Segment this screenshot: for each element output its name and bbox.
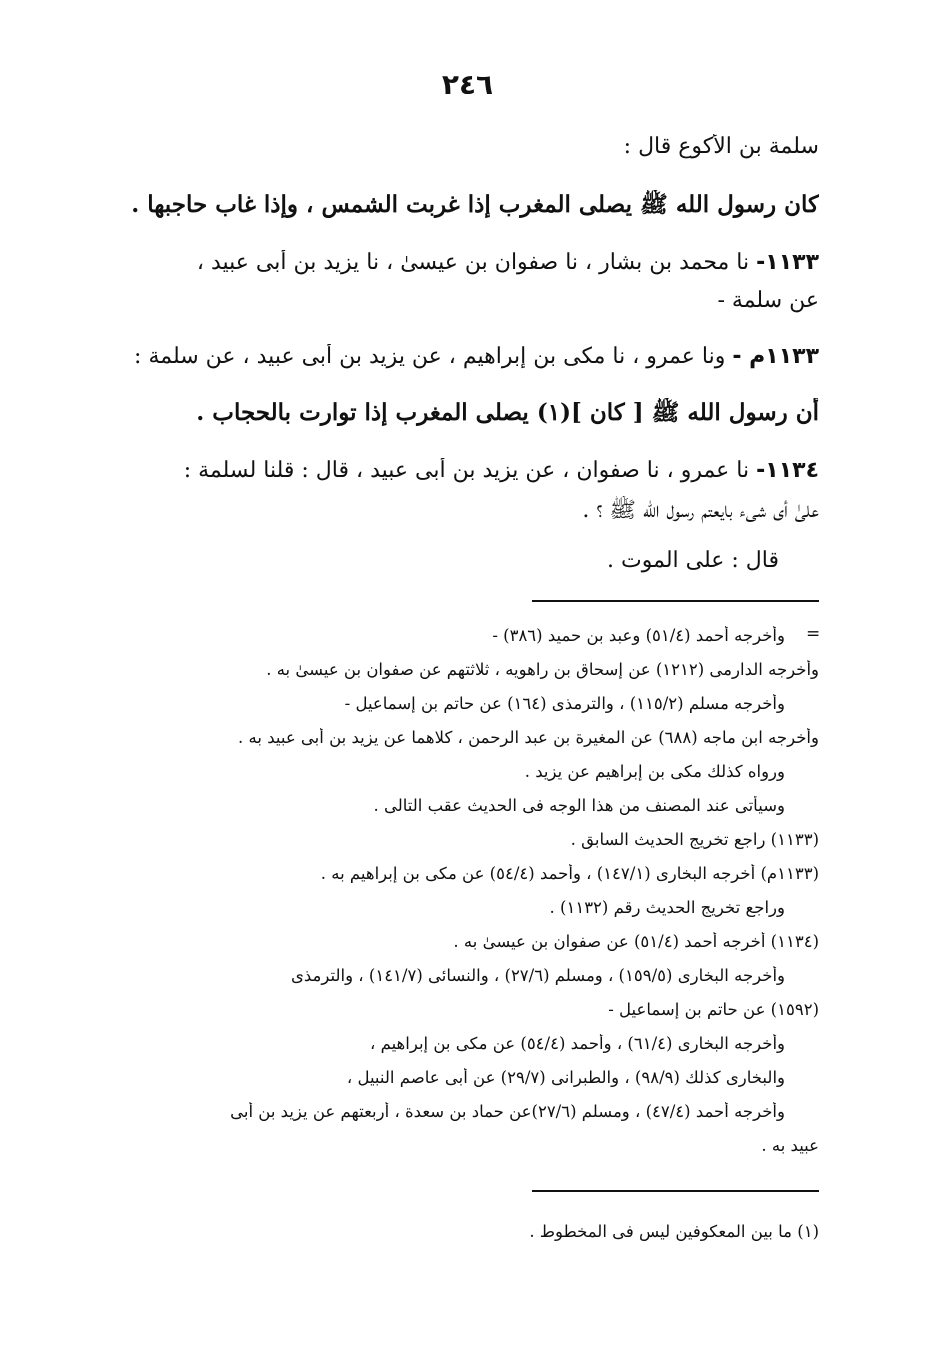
footnote-divider bbox=[532, 600, 819, 602]
footnote-line: (١١٣٣م) أخرجه البخارى (١٤٧/١) ، وأحمد (٥٤/٤) عن مكى بن إبراهيم به . bbox=[320, 864, 819, 883]
footnote-line: وأخرجه البخارى (١٥٩/٥) ، ومسلم (٢٧/٦) ، والنسائى (١٤١/٧) ، والترمذى bbox=[290, 966, 785, 985]
hadith-isnad bbox=[77, 250, 819, 275]
footnote-line: والبخارى كذلك (٩٨/٩) ، والطبرانى (٢٩/٧) عن أبى عاصم النبيل ، bbox=[346, 1068, 785, 1087]
footnote-line: (١٥٩٢) عن حاتم بن إسماعيل - bbox=[608, 1000, 819, 1019]
continuation-mark: = bbox=[806, 624, 821, 644]
editor-note: (١) ما بين المعكوفين ليس فى المخطوط . bbox=[529, 1222, 819, 1241]
isnad-text: ونا عمرو ، نا مكى بن إبراهيم ، عن يزيد بن أبى عبيد ، عن سلمة : bbox=[134, 344, 726, 369]
footnote-line: (١١٣٣) راجع تخريج الحديث السابق . bbox=[570, 830, 819, 849]
hadith-isnad bbox=[77, 458, 819, 483]
body-line: قال : على الموت . bbox=[607, 548, 779, 573]
page-number: ٢٤٦ bbox=[441, 68, 494, 101]
footnote-line: وراجع تخريج الحديث رقم (١١٣٢) . bbox=[549, 898, 785, 917]
footnote-line: عبيد به . bbox=[761, 1136, 819, 1155]
hadith-number: ١١٣٣م - bbox=[732, 344, 819, 369]
note-divider bbox=[532, 1190, 819, 1192]
hadith-number: ١١٣٤- bbox=[756, 458, 819, 483]
isnad-text: نا عمرو ، نا صفوان ، عن يزيد بن أبى عبيد ، قال : قلنا لسلمة : bbox=[183, 458, 750, 483]
hadith-text: كان رسول الله ﷺ يصلى المغرب إذا غربت الشمس ، وإذا غاب حاجبها . bbox=[131, 191, 819, 218]
footnote-line: وأخرجه مسلم (١١٥/٢) ، والترمذى (١٦٤) عن حاتم بن إسماعيل - bbox=[344, 694, 785, 713]
footnote-line: وأخرجه الدارمى (١٢١٢) عن إسحاق بن راهويه ، ثلاثتهم عن صفوان بن عيسىٰ به . bbox=[266, 660, 819, 679]
footnote-line: وسيأتى عند المصنف من هذا الوجه فى الحديث عقب التالى . bbox=[373, 796, 785, 815]
hadith-isnad bbox=[77, 344, 819, 369]
footnote-line: وأخرجه ابن ماجه (٦٨٨) عن المغيرة بن عبد الرحمن ، كلاهما عن يزيد بن أبى عبيد به . bbox=[238, 728, 819, 747]
footnote-line: ورواه كذلك مكى بن إبراهيم عن يزيد . bbox=[524, 762, 785, 781]
isnad-text: نا محمد بن بشار ، نا صفوان بن عيسىٰ ، نا يزيد بن أبى عبيد ، bbox=[196, 250, 750, 275]
body-line: سلمة بن الأكوع قال : bbox=[623, 134, 819, 159]
hadith-text: أن رسول الله ﷺ [ كان ](١) يصلى المغرب إذا توارت بالحجاب . bbox=[196, 399, 819, 426]
footnote-line: وأخرجه أحمد (٥١/٤) وعبد بن حميد (٣٨٦) - bbox=[492, 626, 785, 645]
body-line: علىٰ أى شىء بايعتم رسول الله ﷺ ؟ . bbox=[582, 498, 819, 523]
footnote-line: (١١٣٤) أخرجه أحمد (٥١/٤) عن صفوان بن عيسىٰ به . bbox=[453, 932, 819, 951]
footnote-line: وأخرجه البخارى (٦١/٤) ، وأحمد (٥٤/٤) عن مكى بن إبراهيم ، bbox=[370, 1034, 785, 1053]
hadith-number: ١١٣٣- bbox=[756, 250, 819, 275]
footnote-line: وأخرجه أحمد (٤٧/٤) ، ومسلم (٢٧/٦)عن حماد بن سعدة ، أربعتهم عن يزيد بن أبى bbox=[230, 1102, 785, 1121]
body-line: عن سلمة - bbox=[717, 288, 819, 313]
